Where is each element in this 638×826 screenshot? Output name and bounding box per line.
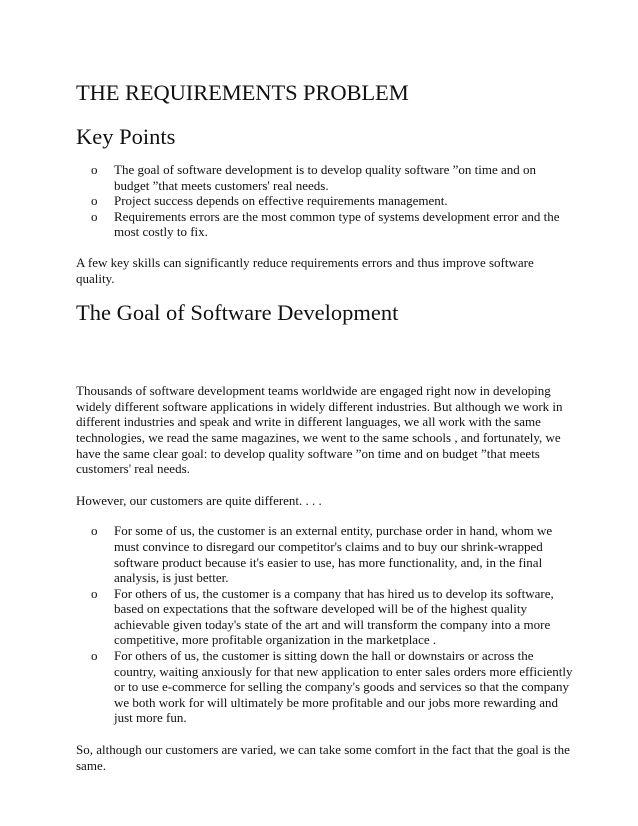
key-points-list	[76, 162, 574, 240]
key-points-heading: Key Points	[76, 124, 176, 149]
list-item	[76, 162, 574, 193]
bullet-marker: o	[91, 208, 98, 224]
bullet-marker: o	[91, 648, 98, 664]
bullet-marker: o	[91, 585, 98, 601]
list-item-text: Project success depends on effective requirements management.	[114, 193, 448, 209]
closing-paragraph: So, although our customers are varied, we can take some comfort in the fact that the goal is the same.	[76, 742, 570, 773]
list-item	[76, 586, 574, 648]
bullet-marker: o	[91, 193, 98, 209]
list-item	[76, 523, 574, 585]
section-spacer	[76, 328, 574, 383]
bullet-marker: o	[91, 162, 98, 177]
goal-section-heading: The Goal of Software Development	[76, 300, 399, 326]
goal-paragraph: Thousands of software development teams worldwide are engaged right now in developing widely different software applications in widely different industries. But although we work in different industries and speak and write in different languages, we all work with the same technologies, we read the same magazines, we went to the same schools , and fortunately, we have the same clear goal: to develop quality software ”on time and on budget ”that meets customers' real needs.	[76, 383, 563, 477]
list-item	[76, 209, 574, 240]
list-item-text: The goal of software development is to develop quality software ”on time and on budget ”that meets customers' real needs.	[114, 162, 537, 193]
bullet-marker: o	[91, 523, 98, 539]
list-item	[76, 193, 574, 209]
list-item-text: For others of us, the customer is a company that has hired us to develop its software, based on expectations that the software developed will be of the highest quality achievable given today's state of the art and will transform the company into a more competitive, more profitable organization in the marketplace .	[114, 585, 554, 648]
document-title: THE REQUIREMENTS PROBLEM	[76, 80, 409, 105]
list-item-text: For others of us, the customer is sitting down the hall or downstairs or across the country, waiting anxiously for that new application to enter sales orders more efficiently or to use e-commerce for selling the company's goods and services so that the company we both work for will ultimately be more profitable and our jobs more rewarding and just more fun.	[114, 648, 573, 726]
list-item	[76, 648, 574, 726]
customers-intro: However, our customers are quite different. . . .	[76, 492, 322, 508]
customers-list	[76, 523, 574, 726]
list-item-text: For some of us, the customer is an external entity, purchase order in hand, whom we must convince to disregard our competitor's claims and to buy our shrink-wrapped software product because it's easier to use, has more functionality, and, in the final analysis, is just better.	[114, 523, 553, 586]
key-points-summary: A few key skills can significantly reduce requirements errors and thus improve software quality.	[76, 254, 534, 286]
list-item-text: Requirements errors are the most common type of systems development error and the most costly to fix.	[114, 208, 560, 240]
